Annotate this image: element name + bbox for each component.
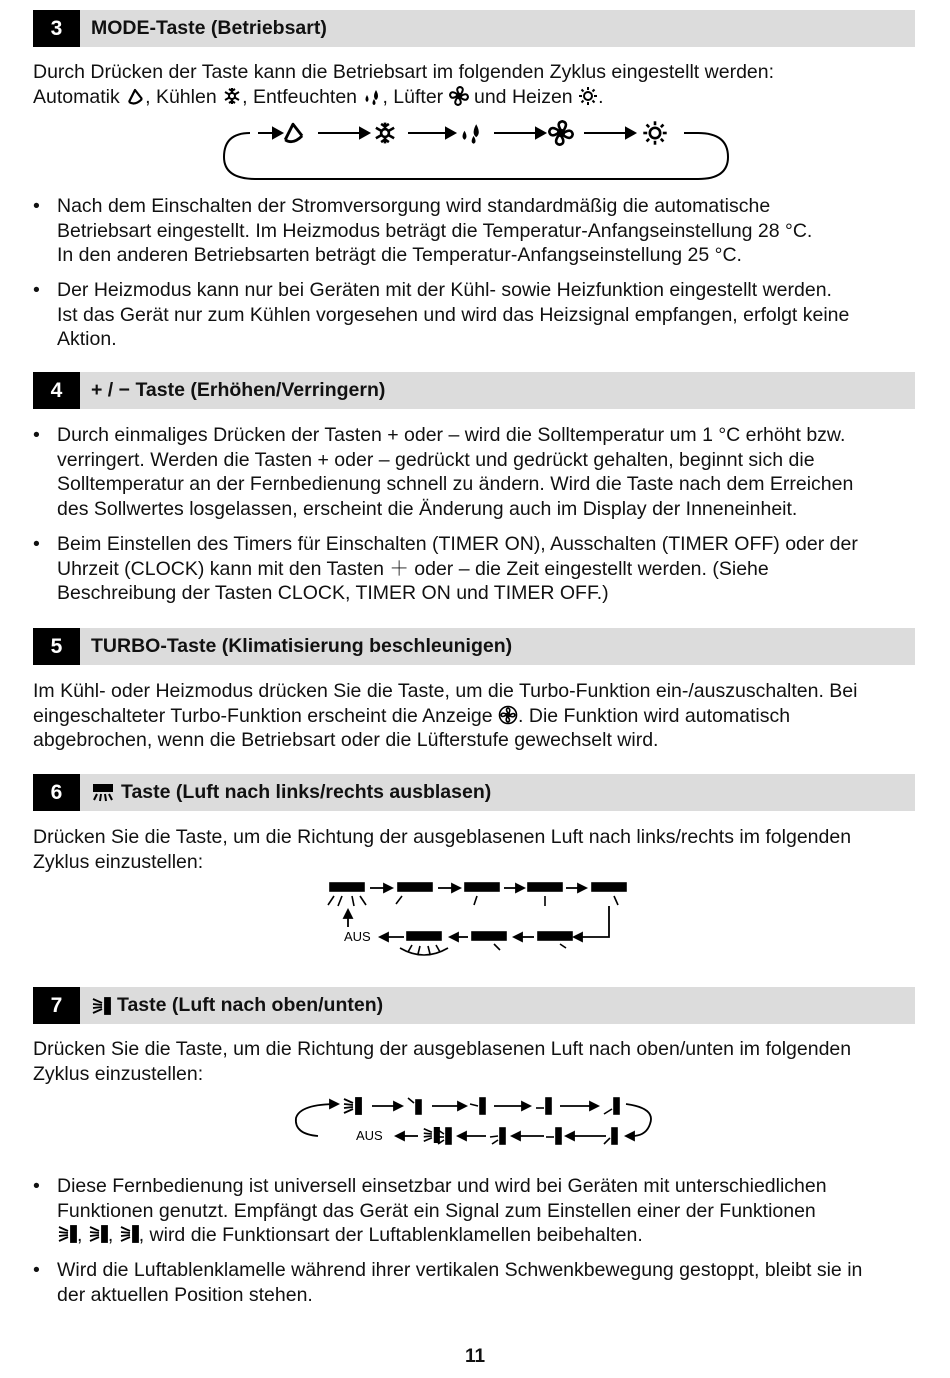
section-header-swing-lr — [33, 774, 915, 811]
louver-positions — [344, 1098, 619, 1144]
swing-lr-cycle-diagram — [322, 880, 632, 962]
off-label: AUS — [356, 1128, 383, 1143]
section-title: MODE-Taste (Betriebsart) — [91, 17, 327, 39]
auto-mode-icon — [285, 124, 302, 141]
swing-ud-text: Drücken Sie die Taste, um die Richtung der ausgeblasenen Luft nach oben/unten im folgenden Zyklus einzustellen: — [33, 1038, 852, 1085]
mode-bullet-2: • Der Heizmodus kann nur bei Geräten mit der Kühl- sowie Heizfunktion eingestellt werden. Ist das Gerät nur zum Kühlen vorgesehen und wird das Heizsignal empfangen, erfolgt keine Aktion. — [33, 278, 919, 352]
vertical-swing-icon — [119, 1224, 139, 1244]
vertical-swing-icon — [88, 1224, 108, 1244]
mode-bullet-1: • Nach dem Einschalten der Stromversorgung wird standardmäßig die automatische Betriebsart eingestellt. Im Heizmodus beträgt die Temperatur-Anfangseinstellung 28 °C. In den anderen Betriebsarten beträgt die Temperatur-Anfangseinstellung 25 °C. — [33, 194, 919, 268]
turbo-text: Im Kühl- oder Heizmodus drücken Sie die Taste, um die Turbo-Funktion ein-/auszuschalten. Bei eingeschalteter Turbo-Funktion erscheint die Anzeige . Die Funktion wird automatisch abgebrochen, wenn die Betriebsart oder die Lüfterstufe gewechselt wird. — [33, 680, 858, 751]
droplets-icon — [463, 124, 479, 144]
swing-ud-cycle-diagram — [290, 1090, 660, 1150]
snowflake-icon — [222, 86, 242, 106]
auto-mode-icon — [125, 86, 145, 106]
section-header-plus-minus — [33, 372, 915, 409]
section-title: TURBO-Taste (Klimatisierung beschleunigen) — [91, 635, 513, 657]
section-number: 3 — [33, 10, 80, 47]
swing-ud-bullet-1: • Diese Fernbedienung ist universell einsetzbar und wird bei Geräten mit unterschiedlichen Funktionen genutzt. Empfängt das Gerät ein Signal zum Einstellen einer der Funktionen , , , wird die Funktionsart der Luftablenklamellen beibehalten. — [33, 1174, 919, 1248]
fan-icon — [449, 86, 469, 106]
swing-ud-bullet-2: • Wird die Luftablenklamelle während ihrer vertikalen Schwenkbewegung gestoppt, bleibt sie in der aktuellen Position stehen. — [33, 1258, 919, 1307]
section-header-mode — [33, 10, 915, 47]
section-title: Taste (Luft nach oben/unten) — [91, 987, 383, 1024]
page-number: 11 — [464, 1346, 486, 1367]
mode-cycle-diagram — [220, 115, 732, 185]
louver-positions — [328, 883, 626, 955]
plus-minus-bullet-2: • Beim Einstellen des Timers für Einschalten (TIMER ON), Ausschalten (TIMER OFF) oder der Uhrzeit (CLOCK) kann mit den Tasten ＋ oder – die Zeit eingestellt werden. (Siehe Beschreibung der Tasten CLOCK, TIMER ON und TIMER OFF.) — [33, 532, 919, 606]
snowflake-icon — [376, 123, 394, 144]
section-header-turbo — [33, 628, 915, 665]
sun-icon — [578, 86, 598, 106]
fan-icon — [549, 121, 572, 144]
turbo-fan-icon — [498, 705, 518, 725]
section-number: 4 — [33, 372, 80, 409]
section-title: + / − Taste (Erhöhen/Verringern) — [91, 379, 386, 401]
mode-intro: Durch Drücken der Taste kann die Betriebsart im folgenden Zyklus eingestellt werden: Automatik , Kühlen , Entfeuchten , Lüfter und Heizen . — [33, 61, 775, 108]
swing-lr-text: Drücken Sie die Taste, um die Richtung der ausgeblasenen Luft nach links/rechts im folgenden Zyklus einzustellen: — [33, 826, 852, 873]
plus-minus-bullet-1: • Durch einmaliges Drücken der Tasten + oder – wird die Solltemperatur um 1 °C erhöht bzw. verringert. Werden die Tasten + oder – gedrückt und gedrückt gehalten, beginnt sich die Solltemperatur an der Fernbedienung schnell zu ändern. Wird die Taste nach dem Erreichen des Sollwertes losgelassen, erscheint die Änderung auch im Display der Inneneinheit. — [33, 423, 919, 521]
sun-icon — [643, 121, 666, 144]
vertical-swing-icon — [57, 1224, 77, 1244]
off-label: AUS — [344, 929, 371, 944]
vertical-swing-icon — [91, 996, 111, 1016]
section-number: 6 — [33, 774, 80, 811]
section-number: 5 — [33, 628, 80, 665]
droplets-icon — [362, 86, 382, 106]
section-header-swing-ud — [33, 987, 915, 1024]
section-number: 7 — [33, 987, 80, 1024]
section-title: Taste (Luft nach links/rechts ausblasen) — [91, 774, 491, 811]
horizontal-swing-icon — [91, 783, 115, 803]
cycle-arrows — [296, 1100, 651, 1140]
